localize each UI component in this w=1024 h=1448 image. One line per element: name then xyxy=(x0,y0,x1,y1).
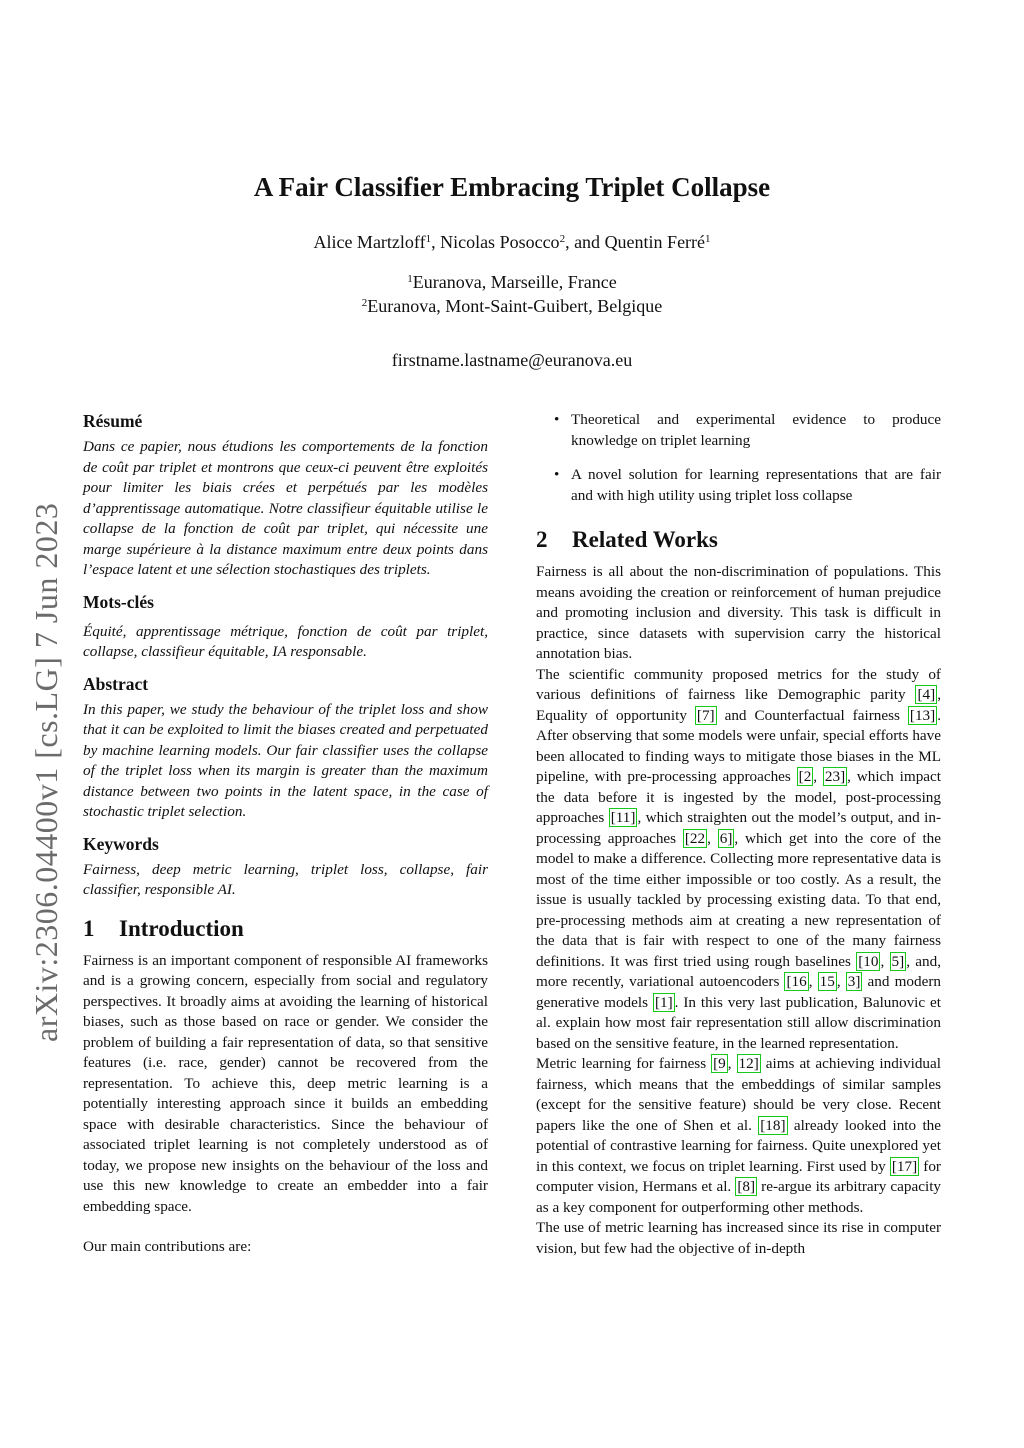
author-name: Nicolas Posocco xyxy=(440,232,560,252)
affiliation xyxy=(0,296,1024,317)
citation-link[interactable]: 6] xyxy=(719,829,733,847)
keywords-heading: Keywords xyxy=(83,833,159,854)
citation-link[interactable]: 15 xyxy=(819,973,835,990)
author-name: Quentin Ferré xyxy=(604,232,706,252)
citation-link[interactable]: [4] xyxy=(917,686,936,703)
intro-contributions-lead: Our main contributions are: xyxy=(83,1238,252,1255)
abstract-heading: Abstract xyxy=(83,673,149,694)
contribution-item: • A novel solution for learning representations that are fair and with high utility using triplet loss collapse xyxy=(536,465,941,506)
affiliation-number: 2 xyxy=(361,297,368,309)
citation-link[interactable]: [2 xyxy=(798,768,812,785)
citation-link[interactable]: 5] xyxy=(891,952,905,970)
mots-cles-heading: Mots-clés xyxy=(83,591,154,612)
related-paragraph: Metric learning for fairness [9 , 12] aims at achieving individual fairness, which means that the embeddings of similar samples (except for the sensitive feature) should be very close. Recent papers like the one of Shen et al. [18] already looked into the potential of contrastive learning for fairness. Quite unexplored yet in this context, we focus on triplet learning. First used by [17] for computer vision, Hermans et al. [8] re-argue its arbitrary capacity as a key component for outperforming other methods. xyxy=(536,1055,942,1216)
author-separator: , xyxy=(431,232,441,252)
citation-link[interactable]: 23] xyxy=(824,768,846,785)
citation-link[interactable]: 3] xyxy=(847,973,861,990)
citation-link[interactable]: [17] xyxy=(891,1157,918,1175)
affiliation-number: 1 xyxy=(407,273,413,285)
section-number: 1 xyxy=(83,915,95,941)
related-paragraph: Fairness is all about the non-discrimination of populations. This means avoiding the creation or reinforcement of human prejudice and promoting inclusion and diversity. This task is difficult in practice, since datasets with supervision carry the historical annotation bias. xyxy=(536,563,941,662)
arxiv-identifier: arXiv:2306.04400v1 [cs.LG] 7 Jun 2023 xyxy=(28,502,64,1042)
citation-link[interactable]: [9 xyxy=(713,1055,726,1072)
citation-link[interactable]: [11] xyxy=(610,809,636,826)
citation-link[interactable]: [18] xyxy=(760,1116,786,1134)
paper-title: A Fair Classifier Embracing Triplet Collapse xyxy=(253,172,771,202)
citation-link[interactable]: 12] xyxy=(738,1055,759,1072)
affiliation-text: Euranova, Mont-Saint-Guibert, Belgique xyxy=(367,296,663,316)
intro-paragraph: Fairness is an important component of responsible AI frameworks and is a growing concern, especially from social and regulatory perspectives. It broadly aims at avoiding the learning of historical biases, such as those based on race or gender. We consider the problem of building a fair representation of data, so that sensitive features (i.e. race, gender) cannot be recovered from the representation. To achieve this, deep metric learning is a potentially interesting approach since it builds an embedding space with desirable characteristics. Since the behaviour of associated triplet learning is not completely understood as of today, we propose new insights on the behaviour of the loss and use this new knowledge to create an embedder into a fair embedding space. xyxy=(83,951,488,1215)
citation-link[interactable]: [16 xyxy=(786,973,807,990)
contribution-list xyxy=(536,410,941,506)
author-affiliation-marker: 1 xyxy=(705,233,711,245)
citation-link[interactable]: [10 xyxy=(858,952,879,970)
author-name: Alice Martzloff xyxy=(313,232,426,252)
affiliation-text: Euranova, Marseille, France xyxy=(412,272,617,292)
affiliation xyxy=(0,272,1024,293)
section-heading-related-works xyxy=(536,526,941,554)
related-paragraph: The use of metric learning has increased since its rise in computer vision, but few had the objective of in-depth xyxy=(536,1219,941,1257)
author-separator: , and xyxy=(565,232,605,252)
author-affiliation-marker: 1 xyxy=(425,233,432,245)
mots-cles-text: Équité, apprentissage métrique, fonction de coût par triplet, collapse, classifieur équitable, IA responsable. xyxy=(83,622,488,660)
contact-email: firstname.lastname@euranova.eu xyxy=(391,350,633,370)
author-list xyxy=(0,232,1024,253)
right-column xyxy=(536,410,941,1259)
section-number: 2 xyxy=(536,527,548,552)
resume-text: Dans ce papier, nous étudions les comportements de la fonction de coût par triplet et montrons que ceux-ci peuvent être exploités pour limiter les biais crées et perpétués par les modèles d’apprentissage automatique. Notre classifieur équitable utilise le collapse de la fonction de coût par triplet, qui nécessite une marge supérieure à la distance maximum entre deux points dans l’espace latent et une sélection stochastiques des triplets. xyxy=(83,438,488,578)
citation-link[interactable]: [22 xyxy=(684,829,706,847)
citation-link[interactable]: [8] xyxy=(737,1178,756,1195)
citation-link[interactable]: [7] xyxy=(696,706,715,724)
citation-link[interactable]: [13] xyxy=(909,706,936,724)
resume-heading: Résumé xyxy=(83,411,143,431)
section-title: Introduction xyxy=(119,915,244,941)
author-affiliation-marker: 2 xyxy=(559,233,566,245)
left-column xyxy=(83,410,488,1258)
keywords-text: Fairness, deep metric learning, triplet loss, collapse, fair classifier, responsible AI. xyxy=(83,860,488,898)
section-heading-introduction xyxy=(83,915,488,943)
contribution-item: • Theoretical and experimental evidence to produce knowledge on triplet learning xyxy=(536,410,941,451)
related-paragraph: The scientific community proposed metrics for the study of various definitions of fairness like Demographic parity [4] , Equality of opportunity [7] and Counterfactual fairness [13] . After observing that some models were unfair, special efforts have been allocated to finding ways to mitigate those biases in the ML pipeline, with pre-processing approaches [2 , 23] , which impact the data before it is ingested by the model, post-processing approaches [11] , which straighten out the model’s output, and in-processing approaches [22 , 6] , which get into the core of the model to make a difference. Collecting more representative data is most of the time either impossible or too costly. As a result, the issue is usually tackled by processing existing data. To that end, pre-processing methods aim at creating a new representation of the data that is fair with respect to one of the many fairness definitions. It was first tried using rough baselines [10 , 5] , and, more recently, variational autoencoders [16 , 15 , 3] and modern generative models [1] . In this very last publication, Balunovic et al. explain how most fair representation still allow discrimination based on the sensitive feature, in the learned representation. xyxy=(536,665,941,1052)
abstract-text: In this paper, we study the behaviour of the triplet loss and show that it can be exploited to limit the biases created and perpetuated by machine learning models. Our fair classifier uses the collapse of the triplet loss when its margin is greater than the maximum distance between two points in the latent space, in the case of stochastic triplet selection. xyxy=(83,700,488,820)
citation-link[interactable]: [1] xyxy=(654,993,673,1011)
section-title: Related Works xyxy=(572,527,718,552)
